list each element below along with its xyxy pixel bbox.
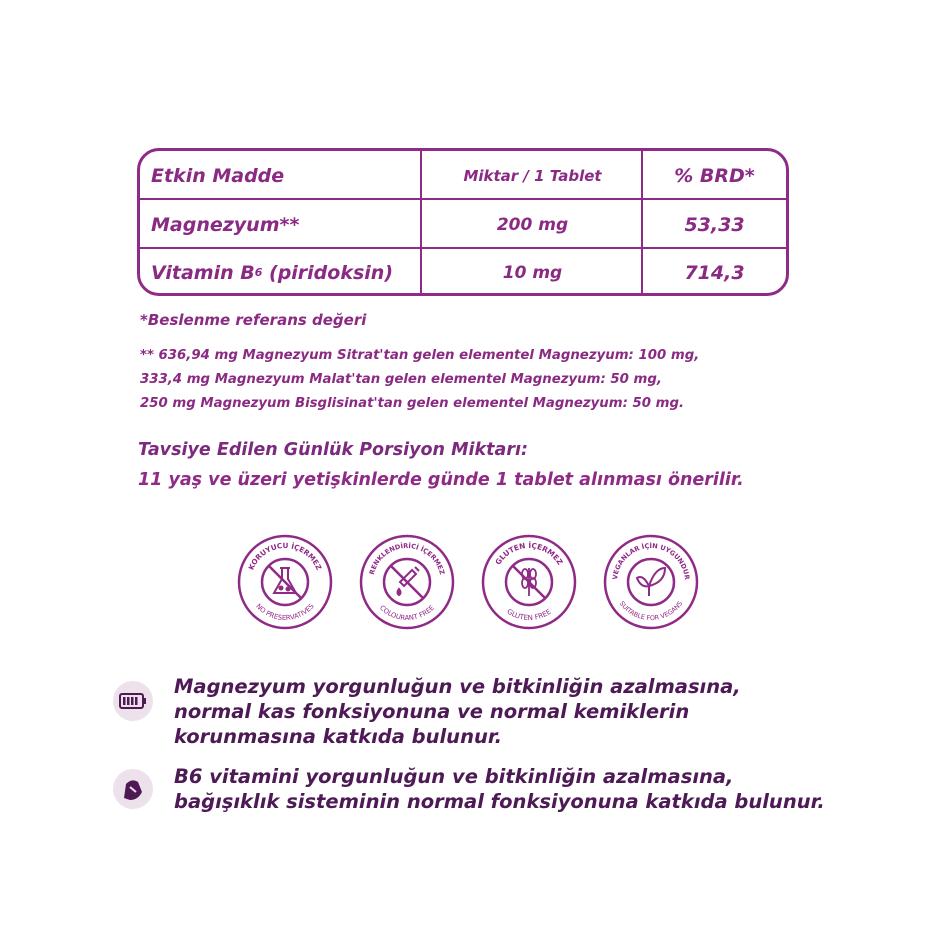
header-brd: % BRD* [674,164,755,187]
column-divider [420,151,422,293]
header-active-ingredient: Etkin Madde [151,164,285,187]
claim-line: B6 vitamini yorgunluğun ve bitkinliğin azalmasına, [174,765,734,788]
magnesium-footnote [140,344,820,416]
cell-brd: 53,33 [684,213,745,236]
badge-bottom-text: NO PRESERVATIVES [254,602,316,623]
header-amount: Miktar / 1 Tablet [463,166,602,185]
no-preservatives-badge [237,534,333,630]
gluten-free-badge [481,534,577,630]
badge-top-text: RENKLENDİRİCİ İÇERMEZ [367,541,447,576]
brd-footnote: *Beslenme referans değeri [140,311,367,329]
badge-bottom-text: COLOURANT FREE [377,603,437,623]
claim-magnesium [112,675,741,748]
svg-text:COLOURANT FREE [378,604,436,622]
claim-line: bağışıklık sisteminin normal fonksiyonuna katkıda bulunur. [174,790,825,813]
cell-brd: 714,3 [684,261,745,284]
claim-line: normal kas fonksiyonuna ve normal kemiklerin [174,700,690,723]
colourant-free-badge [359,534,455,630]
dosage-text: 11 yaş ve üzeri yetişkinlerde günde 1 tablet alınması önerilir. [138,470,744,490]
leaf-icon [637,568,665,596]
footnote-line: 250 mg Magnezyum Bisglisinat'tan gelen elementel Magnezyum: 50 mg. [140,396,685,411]
cell-amount: 10 mg [502,262,563,283]
badge-row [237,534,701,630]
cell-amount: 200 mg [496,214,569,235]
cell-name-main: Vitamin B [151,261,255,284]
cell-name: Magnezyum** [151,213,300,236]
badge-top-text: GLUTEN İÇERMEZ [493,540,565,567]
shield-icon [112,768,154,810]
claim-b6 [112,765,825,813]
table-header-row [140,151,786,200]
vegan-badge [603,534,699,630]
table-row [140,200,786,249]
claim-line: korunmasına katkıda bulunur. [174,725,503,748]
claim-text [174,674,741,749]
cell-name-subscript: 6 [254,266,263,279]
footnote-line: 333,4 mg Magnezyum Malat'tan gelen elementel Magnezyum: 50 mg, [140,372,662,387]
claim-line: Magnezyum yorgunluğun ve bitkinliğin azalmasına, [174,675,741,698]
cell-name-tail: (piridoksin) [262,261,394,284]
nutrition-table [137,148,789,296]
badge-bottom-text: SUITABLE FOR VEGANS [617,599,685,623]
claim-text [174,764,825,814]
badge-top-text: KORUYUCU İÇERMEZ [246,540,324,572]
row-divider [140,247,786,249]
svg-text:SUITABLE FOR VEGANS [618,600,684,622]
row-divider [140,198,786,200]
svg-text:GLUTEN FREE [505,608,552,622]
cell-name [140,249,422,296]
footnote-line: ** 636,94 mg Magnezyum Sitrat'tan gelen elementel Magnezyum: 100 mg, [140,348,700,363]
battery-icon [112,680,154,722]
badge-top-text: VEGANLAR İÇİN UYGUNDUR [611,541,691,581]
badge-bottom-text: GLUTEN FREE [505,607,553,623]
table-row [140,249,786,296]
column-divider [641,151,643,293]
dosage-title: Tavsiye Edilen Günlük Porsiyon Miktarı: [138,440,528,460]
